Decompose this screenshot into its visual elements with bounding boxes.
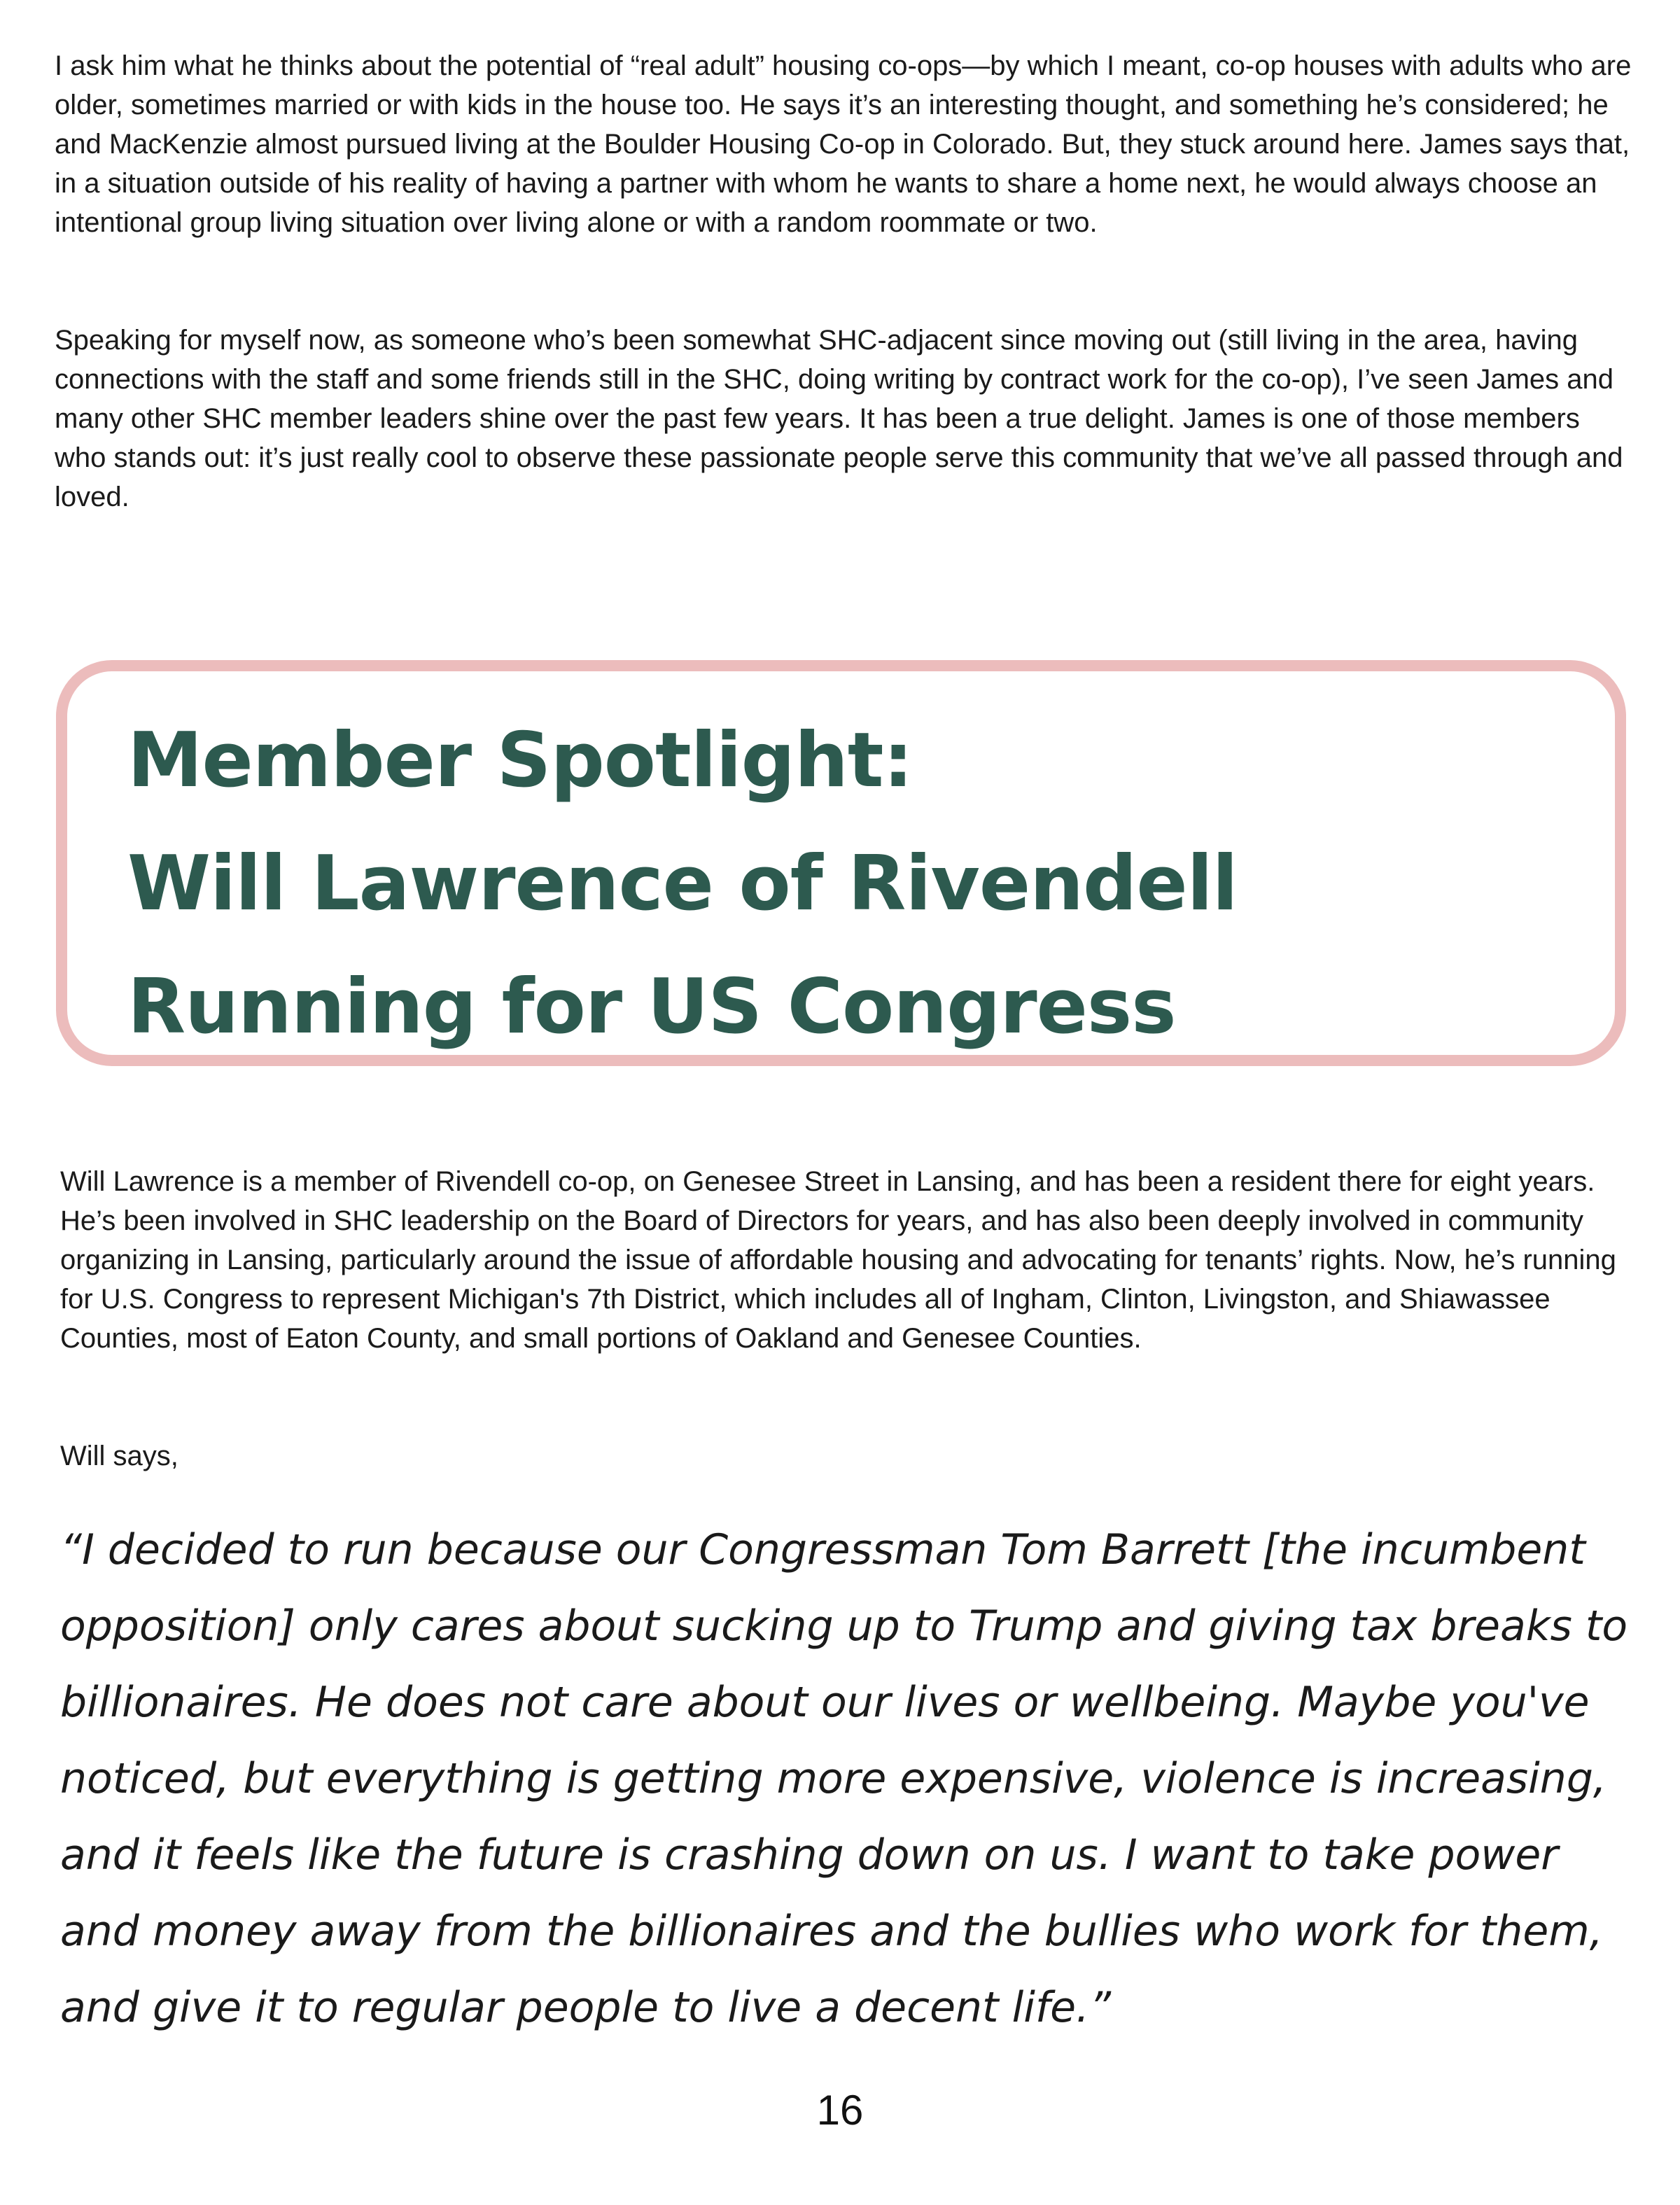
pull-quote: “I decided to run because our Congressman Tom Barrett [the incumbent opposition] only cares about sucking up to Trump and giving tax breaks to billionaires. He does not care about our lives or wellbeing. Maybe you've noticed, but everything is getting more expensive, violence is increasing, and it feels like the future is crashing down on us. I want to take power and money away from the billionaires and the bullies who work for them, and give it to regular people to live a decent life.” [60, 1525, 1628, 2032]
article-paragraph: Speaking for myself now, as someone who’s been somewhat SHC-adjacent since moving out (still living in the area, having connections with the staff and some friends still in the SHC, doing writing by contract work for the co-op), I’ve seen James and many other SHC member leaders shine over the past few years. It has been a true delight. James is one of those members who stands out: it’s just really cool to observe these passionate people serve this community that we’ve all passed through and loved. [55, 325, 1623, 512]
article-paragraph: Will says, [60, 1441, 178, 1471]
article-paragraph: Will Lawrence is a member of Rivendell co-op, on Genesee Street in Lansing, and has been a resident there for eight years. He’s been involved in SHC leadership on the Board of Directors for years, and has also been deeply involved in community organizing in Lansing, particularly around the issue of affordable housing and advocating for tenants’ rights. Now, he’s running for U.S. Congress to represent Michigan's 7th District, which includes all of Ingham, Clinton, Livingston, and Shiawassee Counties, most of Eaton County, and small portions of Oakland and Genesee Counties. [60, 1166, 1616, 1354]
spotlight-title [127, 699, 1238, 1069]
spotlight-title-line: Running for US Congress [127, 963, 1176, 1051]
member-spotlight-box [56, 660, 1626, 1066]
spotlight-title-line: Will Lawrence of Rivendell [127, 840, 1238, 927]
spotlight-title-line: Member Spotlight: [127, 717, 913, 804]
article-paragraph: I ask him what he thinks about the potential of “real adult” housing co-ops—by which I meant, co-op houses with adults who are older, sometimes married or with kids in the house too. He says it’s an interesting thought, and something he’s considered; he and MacKenzie almost pursued living at the Boulder Housing Co-op in Colorado. But, they stuck around here. James says that, in a situation outside of his reality of having a partner with whom he wants to share a home next, he would always choose an intentional group living situation over living alone or with a random roommate or two. [55, 50, 1632, 238]
page-number: 16 [816, 2087, 864, 2134]
